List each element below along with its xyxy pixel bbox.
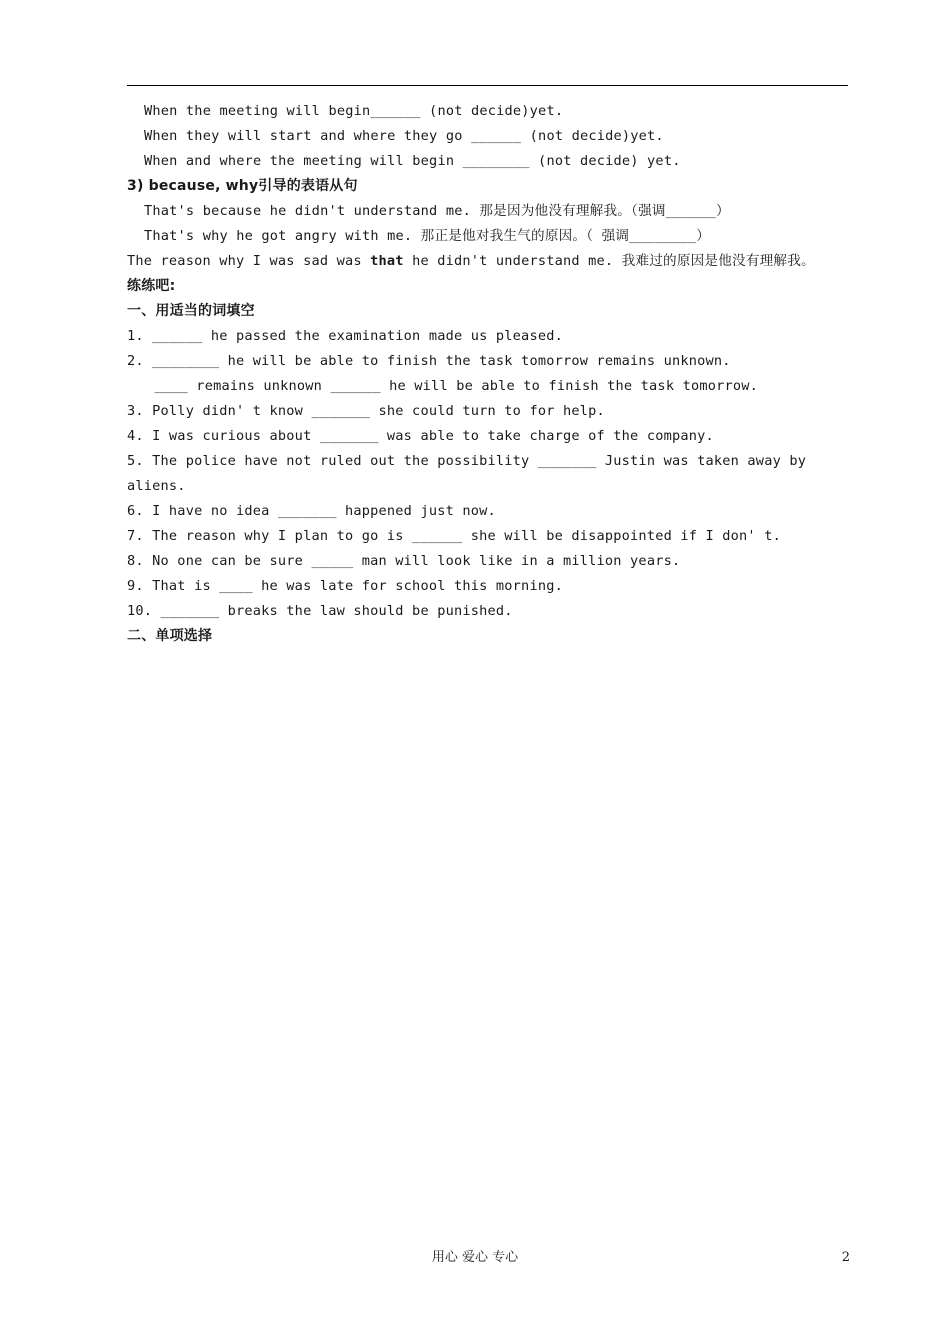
exercise-item: 2. ________ he will be able to finish the task tomorrow remains unknown.	[127, 353, 731, 369]
because-example: That's because he didn't understand me. 那是因为他没有理解我。（强调______）	[144, 203, 730, 219]
page-content	[127, 99, 848, 649]
exercise-item: 9. That is ____ he was late for school this morning.	[127, 578, 563, 594]
footer-motto: 用心 爱心 专心	[431, 1250, 519, 1265]
grammar-example-line: When and where the meeting will begin ________ (not decide) yet.	[144, 153, 681, 169]
exercise-item: 7. The reason why I plan to go is ______ she will be disappointed if I don' t.	[127, 528, 781, 544]
section-3-heading: 3) because, why引导的表语从句	[127, 178, 358, 194]
why-example: That's why he got angry with me. 那正是他对我生气的原因。（ 强调________）	[144, 228, 711, 244]
practice-heading: 练练吧:	[127, 278, 176, 294]
grammar-example-line: When the meeting will begin______ (not decide)yet.	[144, 103, 564, 119]
exercise-item: 6. I have no idea _______ happened just now.	[127, 503, 496, 519]
reason-emphasis: that	[370, 253, 404, 269]
exercise-item: 10. _______ breaks the law should be punished.	[127, 603, 513, 619]
reason-prefix: The reason why I was sad was	[127, 253, 371, 269]
exercise-item: 1. ______ he passed the examination made us pleased.	[127, 328, 563, 344]
grammar-example-line: When they will start and where they go ______ (not decide)yet.	[144, 128, 664, 144]
part-2-heading: 二、单项选择	[127, 628, 213, 644]
exercise-item-continuation: aliens.	[127, 478, 186, 494]
exercise-item: 4. I was curious about _______ was able to take charge of the company.	[127, 428, 714, 444]
exercise-item: 5. The police have not ruled out the possibility _______ Justin was taken away by	[127, 453, 807, 469]
exercise-item: 3. Polly didn' t know _______ she could turn to for help.	[127, 403, 605, 419]
reason-example	[127, 249, 848, 274]
exercise-item: 8. No one can be sure _____ man will look like in a million years.	[127, 553, 681, 569]
page-number: 2	[841, 1250, 850, 1265]
reason-suffix: he didn't understand me. 我难过的原因是他没有理解我。	[403, 253, 815, 269]
header-rule	[127, 85, 848, 86]
exercise-item: ____ remains unknown ______ he will be able to finish the task tomorrow.	[146, 378, 759, 394]
part-1-heading: 一、用适当的词填空	[127, 303, 255, 319]
